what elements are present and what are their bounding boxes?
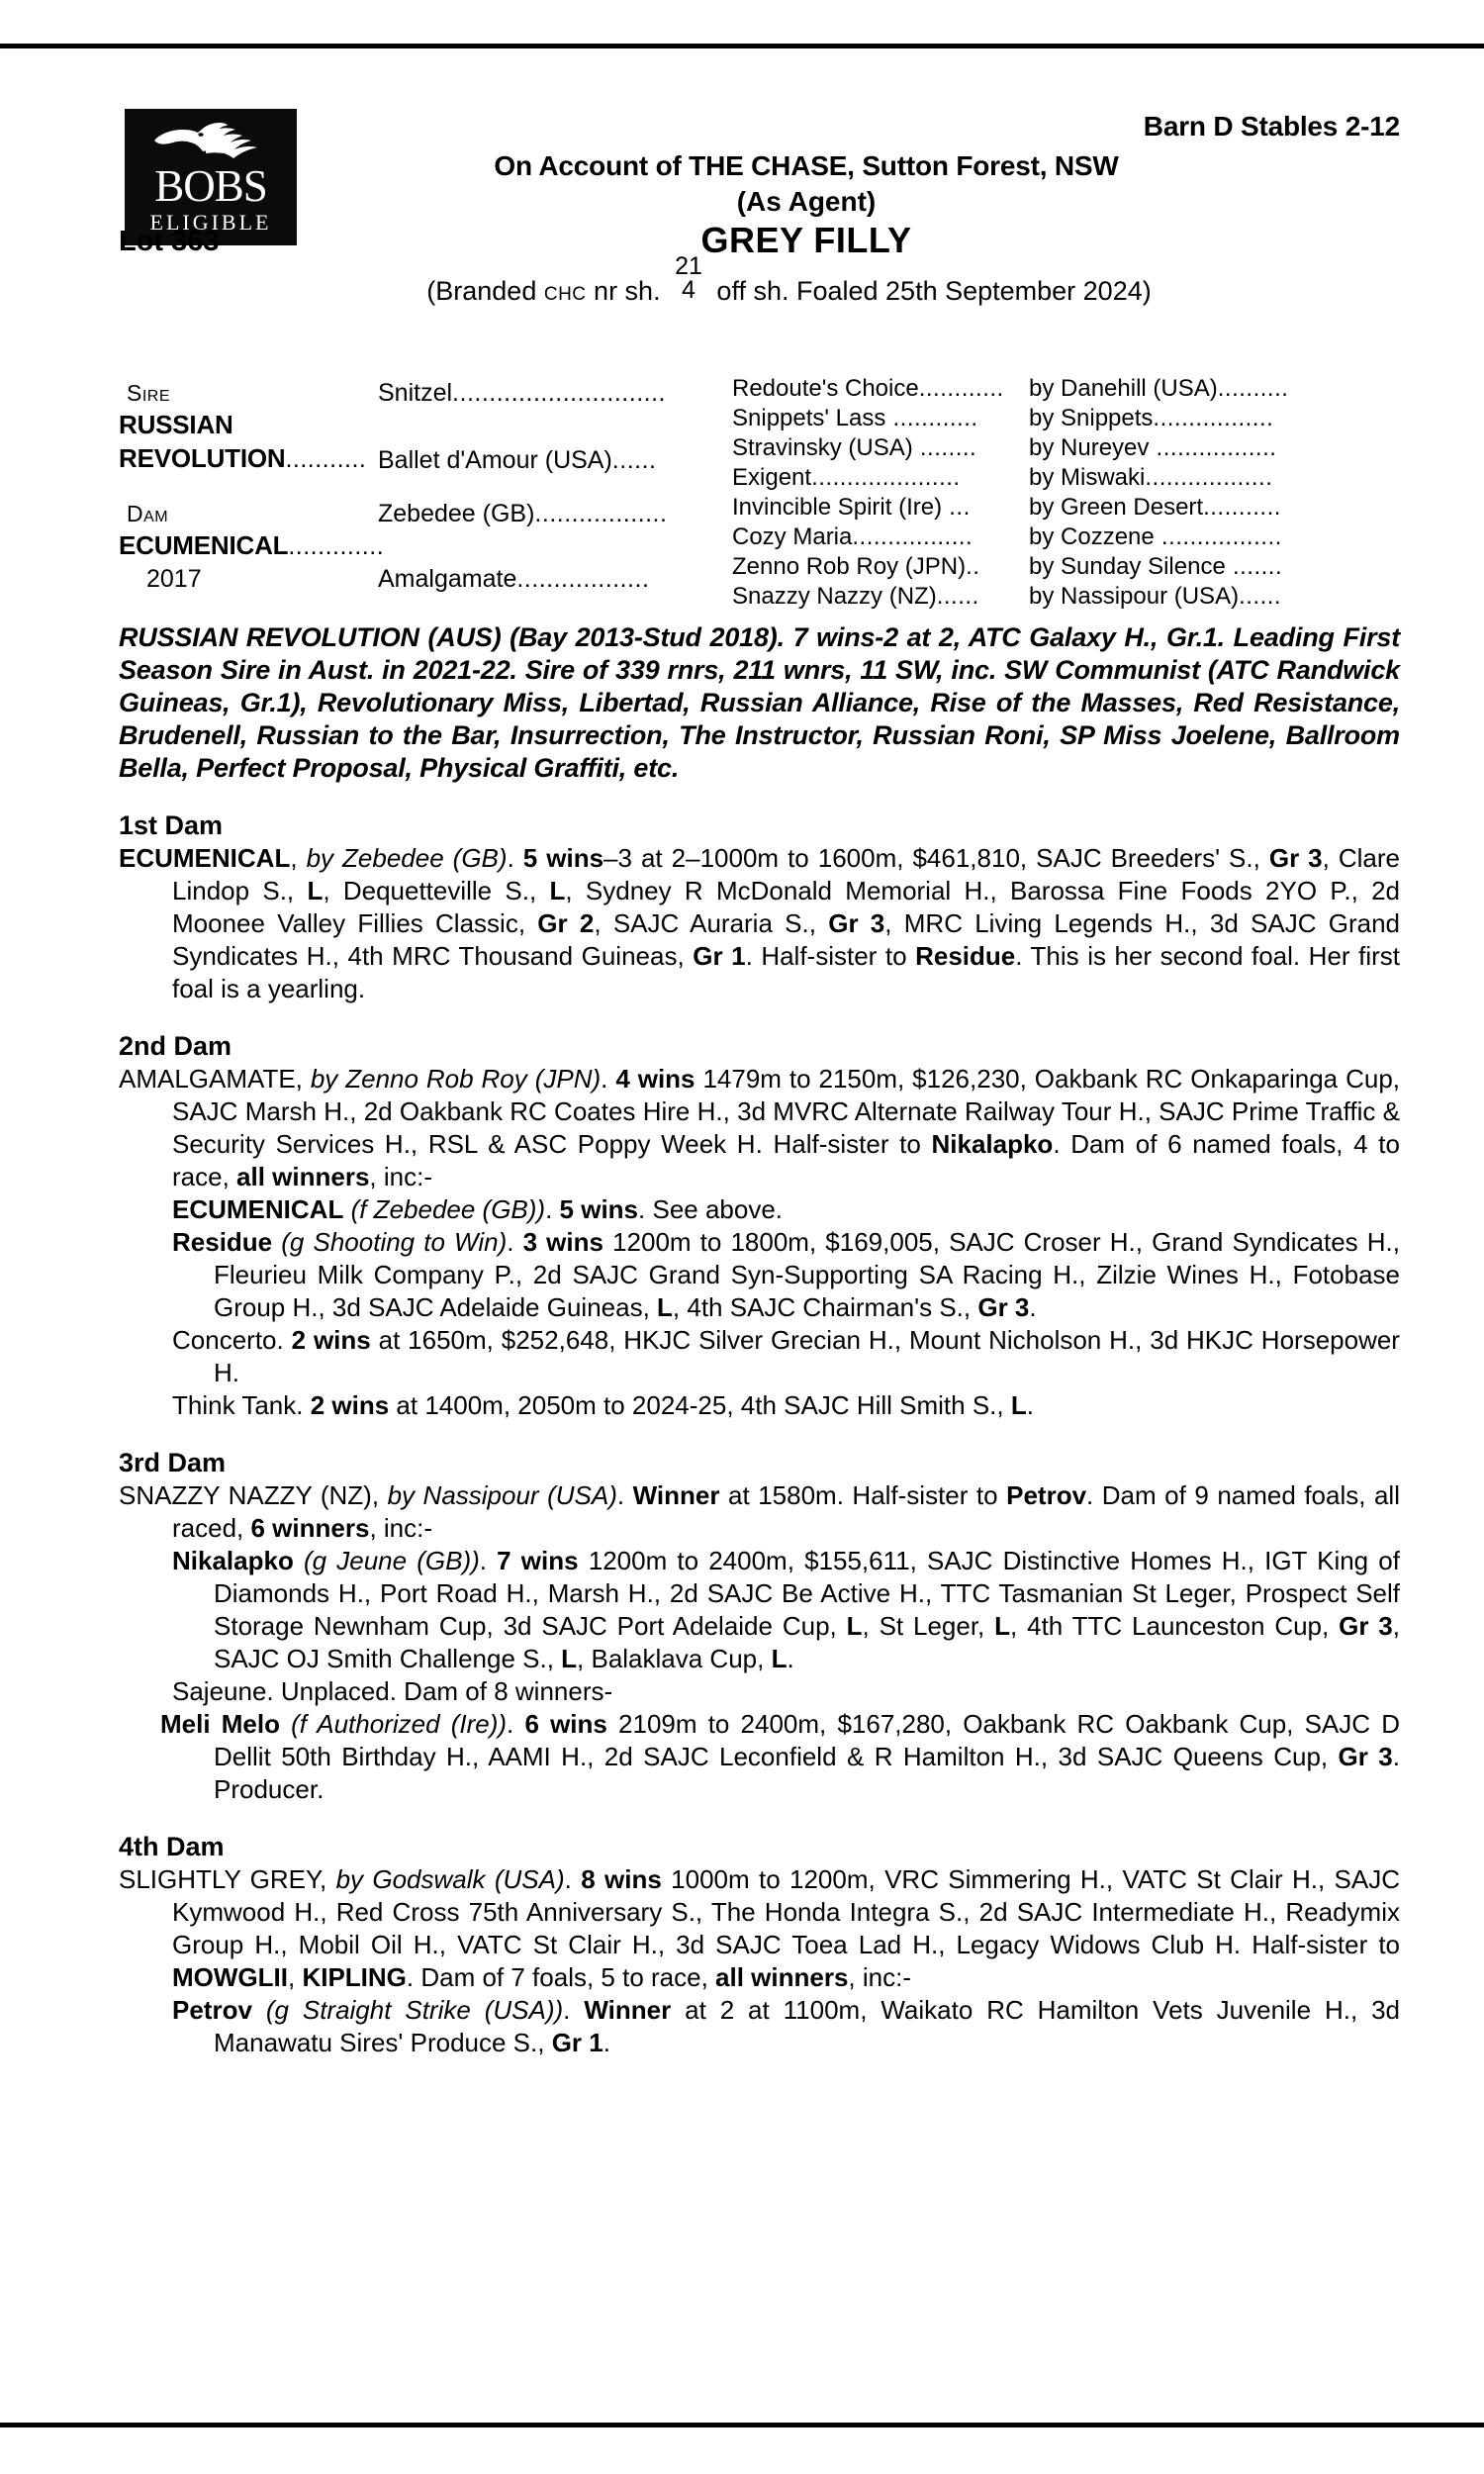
grade-badge: Gr 3	[1338, 1742, 1393, 1771]
second-dam-name: AMALGAMATE	[119, 1064, 296, 1094]
logo-brand-text: BOBS	[154, 161, 267, 211]
all-winners-badge: all winners	[715, 1962, 849, 1992]
progeny-entry	[119, 1675, 1400, 1708]
third-dam-winner: Winner	[632, 1480, 720, 1510]
gen4-row	[1029, 552, 1405, 582]
sire-name-line2	[119, 441, 366, 476]
gen2-dots: ......	[611, 446, 657, 474]
second-dam-wins: 4 wins	[615, 1064, 696, 1094]
progeny-paren: (g Shooting to Win)	[281, 1227, 508, 1257]
progeny-body: .	[1029, 1292, 1037, 1322]
gen3-name: Snazzy Nazzy (NZ)	[732, 583, 937, 610]
progeny-paren: (f Zebedee (GB))	[350, 1194, 546, 1224]
gen4-row	[1029, 463, 1405, 493]
lot-number: Lot 363	[119, 226, 220, 257]
gen4-dots: ..........	[1217, 375, 1289, 402]
grade-badge: Gr 1	[551, 2028, 603, 2057]
progeny-body: 2109m to 2400m, $167,280, Oakbank RC Oakbank Cup, SAJC D Dellit 50th Birthday H., AAMI H., 2d SAJC Leconfield & R Hamilton H., 3d SAJC Queens Cup,	[214, 1709, 1400, 1771]
relative-name: Nikalapko	[931, 1129, 1054, 1159]
brand-prefix: (Branded	[426, 276, 537, 306]
progeny-name: Nikalapko	[172, 1546, 294, 1575]
gen2-dots: ..................	[516, 565, 650, 593]
progeny-entry: Meli Melo (f Authorized (Ire)). 6 wins 2109m to 2400m, $167,280, Oakbank RC Oakbank Cup, SAJC D Dellit 50th Birthday H., AAMI H., 2d SAJC Leconfield & R Hamilton H., 3d SAJC Queens Cup, Gr 3. Producer.	[160, 1709, 1400, 1804]
fourth-dam-body: ,	[287, 1962, 303, 1992]
pedigree-col-gen4	[1029, 374, 1405, 612]
progeny-body: at 1650m, $252,648, HKJC Silver Grecian H., Mount Nicholson H., 3d HKJC Horsepower H.	[214, 1325, 1400, 1387]
progeny-body: 1200m to 1800m, $169,005, SAJC Croser H., Grand Syndicates H., Fleurieu Milk Company P., 2d SAJC Grand Syn-Supporting SA Racing H., Zilzie Wines H., Fotobase Group H., 3d SAJC Adelaide Guineas,	[214, 1227, 1400, 1322]
progeny-name: Concerto.	[172, 1325, 284, 1355]
all-winners-badge: all winners	[236, 1162, 370, 1191]
third-dam-body: at 1580m. Half-sister to	[719, 1480, 1007, 1510]
listed-badge: L	[771, 1644, 788, 1673]
first-dam-section	[119, 810, 1400, 1005]
gen3-name: Cozy Maria	[732, 523, 853, 550]
third-dam-body: , inc:-	[369, 1513, 433, 1543]
third-dam-paragraph: SNAZZY NAZZY (NZ), by Nassipour (USA). Winner at 1580m. Half-sister to Petrov. Dam of 9 named foals, all raced, 6 winners, inc:-	[119, 1480, 1400, 1543]
first-dam-body: , MRC Living Legends H., 3d SAJC Grand Syndicates H., 4th MRC Thousand Guineas,	[172, 908, 1401, 971]
gen3-dots: .....................	[811, 464, 961, 491]
third-dam-section	[119, 1448, 1400, 1806]
relative-name: MOWGLII	[172, 1962, 288, 1992]
gen3-name: Redoute's Choice	[732, 375, 919, 402]
gen4-name: by Sunday Silence	[1029, 553, 1226, 580]
gen2-name: Zebedee (GB)	[378, 500, 535, 527]
progeny-body: , 4th SAJC Chairman's S.,	[672, 1292, 978, 1322]
progeny-wins: 3 wins	[522, 1227, 603, 1257]
relative-name: Residue	[915, 941, 1016, 971]
second-dam-body: 1479m to 2150m, $126,230, Oakbank RC Onkaparinga Cup, SAJC Marsh H., 2d Oakbank RC Coates Hire H., 3d MVRC Alternate Railway Tour H., SAJC Prime Traffic & Security Services H., RSL & ASC Poppy Week H. Half-sister to	[172, 1064, 1400, 1159]
gen3-name: Snippets' Lass	[732, 405, 886, 431]
gen4-name: by Green Desert	[1029, 494, 1204, 521]
relative-name: KIPLING	[302, 1962, 407, 1992]
fourth-dam-paragraph: SLIGHTLY GREY, by Godswalk (USA). 8 wins 1000m to 1200m, VRC Simmering H., VATC St Clair H., SAJC Kymwood H., Red Cross 75th Anniversary S., The Honda Integra S., 2d SAJC Intermediate H., Readymix Group H., Mobil Oil H., VATC St Clair H., 3d SAJC Toea Lad H., Legacy Widows Club H. Half-sister to MOWGLII, KIPLING. Dam of 7 foals, 5 to race, all winners, inc:-	[119, 1864, 1400, 1992]
gen4-name: by Miswaki	[1029, 464, 1146, 491]
gen3-row	[732, 582, 1029, 612]
first-dam-name: ECUMENICAL	[119, 843, 291, 873]
dam-name-line	[119, 528, 384, 563]
progeny-name: Sajeune.	[172, 1676, 274, 1706]
listed-badge: L	[846, 1611, 863, 1641]
branding-line	[178, 252, 1400, 313]
progeny-wins: 2 wins	[310, 1390, 390, 1420]
dam-name-text: ECUMENICAL	[119, 530, 289, 560]
progeny-body: at 1400m, 2050m to 2024-25, 4th SAJC Hill Smith S.,	[389, 1390, 1011, 1420]
gen4-row	[1029, 582, 1405, 612]
progeny-name: Residue	[172, 1227, 273, 1257]
first-dam-body: , Sydney R McDonald Memorial H., Barossa Fine Foods 2YO P., 2d Moonee Valley Fillies Classic,	[172, 876, 1401, 938]
grade-badge: Gr 3	[1339, 1611, 1393, 1641]
gen3-row	[732, 523, 1029, 552]
gen4-row	[1029, 374, 1405, 404]
listed-badge: L	[657, 1292, 673, 1322]
gen2-name: Amalgamate	[378, 565, 517, 593]
sire-name-dots: ...........	[285, 445, 367, 473]
brand-mark: CHC	[543, 284, 587, 305]
progeny-entry: Residue (g Shooting to Win). 3 wins 1200m to 1800m, $169,005, SAJC Croser H., Grand Syndicates H., Fleurieu Milk Company P., 2d SAJC Grand Syn-Supporting SA Racing H., Zilzie Wines H., Fotobase Group H., 3d SAJC Adelaide Guineas, L, 4th SAJC Chairman's S., Gr 3.	[172, 1227, 1400, 1322]
first-dam-body: . Half-sister to	[745, 941, 916, 971]
brand-off-side: off sh. Foaled 25th September 2024)	[716, 276, 1152, 306]
first-dam-by: by Zebedee (GB)	[306, 843, 508, 873]
progeny-paren: (f Authorized (Ire))	[291, 1709, 508, 1739]
listed-badge: L	[994, 1611, 1011, 1641]
gen2-row	[378, 497, 667, 530]
listed-badge: L	[307, 876, 324, 905]
progeny-body: .	[1026, 1390, 1034, 1420]
sire-label: Sire	[127, 380, 171, 406]
gen3-dots: .................	[852, 523, 974, 550]
second-dam-body: , inc:-	[369, 1162, 432, 1191]
progeny-name: Think Tank.	[172, 1390, 304, 1420]
gen3-row	[732, 374, 1029, 404]
progeny-body: , St Leger,	[862, 1611, 995, 1641]
progeny-wins: 5 wins	[559, 1194, 639, 1224]
gen3-name: Invincible Spirit (Ire)	[732, 494, 943, 521]
gen3-row	[732, 404, 1029, 433]
relative-name: Petrov	[1006, 1480, 1087, 1510]
progeny-entry	[119, 1389, 1400, 1422]
fourth-dam-body: . Dam of 7 foals, 5 to race,	[406, 1962, 716, 1992]
fourth-dam-wins: 8 wins	[581, 1864, 662, 1894]
progeny-body: .	[787, 1644, 794, 1673]
agent-note: (As Agent)	[736, 186, 877, 217]
gen3-name: Zenno Rob Roy (JPN)	[732, 553, 967, 580]
progeny-paren: (g Straight Strike (USA))	[265, 1995, 564, 2025]
gen2-name: Ballet d'Amour (USA)	[378, 446, 612, 474]
gen4-row	[1029, 433, 1405, 463]
brand-numerator: 21	[675, 252, 702, 280]
gen2-dots: .............................	[452, 379, 666, 407]
fourth-dam-body: , inc:-	[848, 1962, 911, 1992]
gen4-dots: .................	[1154, 523, 1282, 550]
progeny-wins: 7 wins	[497, 1546, 579, 1575]
first-dam-body: , Dequetteville S.,	[323, 876, 550, 905]
third-dam-heading: 3rd Dam	[119, 1448, 227, 1477]
gen3-name: Stravinsky (USA)	[732, 434, 913, 461]
top-rule	[0, 44, 1484, 48]
second-dam-heading: 2nd Dam	[119, 1031, 232, 1061]
pedigree-col-gen3	[732, 374, 1029, 612]
first-dam-paragraph: ECUMENICAL, by Zebedee (GB). 5 wins–3 at 2–1000m to 1600m, $461,810, SAJC Breeders' S., Gr 3, Clare Lindop S., L, Dequetteville S., L, Sydney R McDonald Memorial H., Barossa Fine Foods 2YO P., 2d Moonee Valley Fillies Classic, Gr 2, SAJC Auraria S., Gr 3, MRC Living Legends H., 3d SAJC Grand Syndicates H., 4th MRC Thousand Guineas, Gr 1. Half-sister to Residue. This is her second foal. Her first foal is a yearling.	[119, 843, 1401, 1003]
gen2-row	[378, 443, 656, 477]
gen3-row	[732, 552, 1029, 582]
gen4-row	[1029, 493, 1405, 523]
gen4-dots: ...........	[1203, 494, 1281, 521]
grade-badge: Gr 1	[693, 941, 746, 971]
brand-denominator: 4	[682, 276, 696, 304]
progeny-name: Petrov	[172, 1995, 252, 2025]
third-dam-by: by Nassipour (USA)	[387, 1480, 617, 1510]
fourth-dam-body: 1000m to 1200m, VRC Simmering H., VATC St Clair H., SAJC Kymwood H., Red Cross 75th Anniversary S., The Honda Integra S., 2d SAJC Intermediate H., Readymix Group H., Mobil Oil H., VATC St Clair H., 3d SAJC Toea Lad H., Legacy Widows Club H. Half-sister to	[172, 1864, 1400, 1959]
gen4-name: by Nureyev	[1029, 434, 1150, 461]
gen4-dots: .................	[1153, 405, 1274, 431]
dam-label: Dam	[127, 501, 169, 526]
pedigree-table	[0, 374, 1484, 618]
fourth-dam-section	[119, 1832, 1400, 2059]
gen2-row	[378, 376, 666, 410]
gen3-name: Exigent	[732, 464, 812, 491]
progeny-wins: 6 wins	[524, 1709, 607, 1739]
brand-near-side: nr sh.	[594, 276, 661, 306]
listed-badge: L	[561, 1644, 578, 1673]
progeny-body: . See above.	[638, 1194, 784, 1224]
first-dam-wins: 5 wins	[522, 843, 604, 873]
progeny-paren: (g Jeune (GB))	[303, 1546, 480, 1575]
gen2-row	[378, 562, 649, 596]
progeny-body: . Producer.	[214, 1742, 1400, 1804]
gen3-dots: ............	[885, 405, 978, 431]
third-dam-name: SNAZZY NAZZY (NZ)	[119, 1480, 372, 1510]
first-dam-body: , Clare Lindop S.,	[172, 843, 1401, 905]
progeny-entry	[119, 1324, 1400, 1389]
second-dam-by: by Zenno Rob Roy (JPN)	[310, 1064, 602, 1094]
fourth-dam-by: by Godswalk (USA)	[335, 1864, 565, 1894]
progeny-body: , SAJC OJ Smith Challenge S.,	[214, 1611, 1400, 1673]
first-dam-heading: 1st Dam	[119, 810, 224, 840]
grade-badge: Gr 3	[977, 1292, 1030, 1322]
sire-name-text: REVOLUTION	[119, 443, 286, 473]
gen3-dots: ............	[918, 375, 1004, 402]
progeny-body: Unplaced. Dam of 8 winners-	[273, 1676, 613, 1706]
page-content	[0, 59, 1484, 2059]
gen2-name: Snitzel	[378, 379, 453, 407]
gen3-row	[732, 463, 1029, 493]
listed-badge: L	[549, 876, 566, 905]
sire-description: RUSSIAN REVOLUTION (AUS) (Bay 2013-Stud 2018). 7 wins-2 at 2, ATC Galaxy H., Gr.1. Leading First Season Sire in Aust. in 2021-22. Sire of 339 rnrs, 211 wnrs, 11 SW, inc. SW Communist (ATC Randwick Guineas, Gr.1), Revolutionary Miss, Libertad, Russian Alliance, Rise of the Masses, Red Resistance, Brudenell, Russian to the Bar, Insurrection, The Instructor, Russian Roni, SP Miss Joelene, Ballroom Bella, Perfect Proposal, Physical Graffiti, etc.	[119, 622, 1400, 783]
dam-year: 2017	[146, 565, 202, 593]
progeny-entry: ECUMENICAL (f Zebedee (GB)). 5 wins. See above.	[172, 1194, 784, 1224]
first-dam-body: . This is her second foal. Her first foal is a yearling.	[172, 941, 1400, 1003]
gen4-name: by Danehill (USA)	[1029, 375, 1218, 402]
winners-count-badge: 6 winners	[250, 1513, 370, 1543]
grade-badge: Gr 3	[828, 908, 885, 938]
gen4-dots: .................	[1149, 434, 1277, 461]
progeny-wins: 2 wins	[291, 1325, 371, 1355]
progeny-body: , Balaklava Cup,	[577, 1644, 772, 1673]
progeny-body: .	[603, 2028, 610, 2057]
gen4-row	[1029, 404, 1405, 433]
third-dam-body: . Dam of 9 named foals, all raced,	[172, 1480, 1400, 1543]
gen4-dots: ......	[1239, 583, 1282, 610]
listed-badge: L	[1010, 1390, 1027, 1420]
barn-location: Barn D Stables 2-12	[1143, 111, 1400, 142]
logo-sub-text: ELIGIBLE	[149, 210, 272, 235]
brand-fraction	[675, 254, 702, 302]
second-dam-paragraph: AMALGAMATE, by Zenno Rob Roy (JPN). 4 wins 1479m to 2150m, $126,230, Oakbank RC Onkaparinga Cup, SAJC Marsh H., 2d Oakbank RC Coates Hire H., 3d MVRC Alternate Railway Tour H., SAJC Prime Traffic & Security Services H., RSL & ASC Poppy Week H. Half-sister to Nikalapko. Dam of 6 named foals, 4 to race, all winners, inc:-	[119, 1064, 1400, 1191]
bottom-rule	[0, 2423, 1484, 2427]
sire-name-line1: RUSSIAN	[119, 410, 233, 439]
gen4-name: by Cozzene	[1029, 523, 1155, 550]
vendor-account: On Account of THE CHASE, Sutton Forest, NSW	[494, 150, 1119, 181]
progeny-entry: Nikalapko (g Jeune (GB)). 7 wins 1200m to 2400m, $155,611, SAJC Distinctive Homes H., IGT King of Diamonds H., Port Road H., Marsh H., 2d SAJC Be Active H., TTC Tasmanian St Leger, Prospect Self Storage Newnham Cup, 3d SAJC Port Adelaide Cup, L, St Leger, L, 4th TTC Launceston Cup, Gr 3, SAJC OJ Smith Challenge S., L, Balaklava Cup, L.	[172, 1546, 1400, 1673]
horse-sex-colour: GREY FILLY	[700, 220, 912, 260]
gen3-dots: ......	[936, 583, 979, 610]
second-dam-section	[119, 1031, 1400, 1422]
progeny-body: at 2 at 1100m, Waikato RC Hamilton Vets Juvenile H., 3d Manawatu Sires' Produce S.,	[214, 1995, 1400, 2057]
grade-badge: Gr 3	[1268, 843, 1323, 873]
gen4-name: by Snippets	[1029, 405, 1154, 431]
second-dam-body: . Dam of 6 named foals, 4 to race,	[172, 1129, 1400, 1191]
gen3-dots: ..	[966, 553, 980, 580]
gen3-row	[732, 493, 1029, 523]
progeny-winner: Winner	[584, 1995, 672, 2025]
first-dam-body: –3 at 2–1000m to 1600m, $461,810, SAJC Breeders' S.,	[603, 843, 1269, 873]
gen3-dots: ...	[942, 494, 971, 521]
grade-badge: Gr 2	[537, 908, 595, 938]
progeny-entry: Petrov (g Straight Strike (USA)). Winner at 2 at 1100m, Waikato RC Hamilton Vets Juvenile H., 3d Manawatu Sires' Produce S., Gr 1.	[172, 1995, 1400, 2057]
gen3-dots: ........	[912, 434, 977, 461]
gen4-name: by Nassipour (USA)	[1029, 583, 1240, 610]
progeny-body: 1200m to 2400m, $155,611, SAJC Distinctive Homes H., IGT King of Diamonds H., Port Road H., Marsh H., 2d SAJC Be Active H., TTC Tasmanian St Leger, Prospect Self Storage Newnham Cup, 3d SAJC Port Adelaide Cup,	[214, 1546, 1400, 1641]
gen4-dots: ..................	[1145, 464, 1273, 491]
dam-name-dots: .............	[288, 532, 385, 560]
gen4-row	[1029, 523, 1405, 552]
fourth-dam-heading: 4th Dam	[119, 1832, 225, 1861]
gen4-dots: .......	[1225, 553, 1283, 580]
first-dam-body: , SAJC Auraria S.,	[594, 908, 829, 938]
gen3-row	[732, 433, 1029, 463]
header	[0, 59, 1484, 306]
fourth-dam-name: SLIGHTLY GREY	[119, 1864, 320, 1894]
progeny-name: ECUMENICAL	[172, 1194, 344, 1224]
progeny-body: , 4th TTC Launceston Cup,	[1010, 1611, 1340, 1641]
gen2-dots: ..................	[534, 500, 668, 527]
progeny-name: Meli Melo	[160, 1709, 280, 1739]
